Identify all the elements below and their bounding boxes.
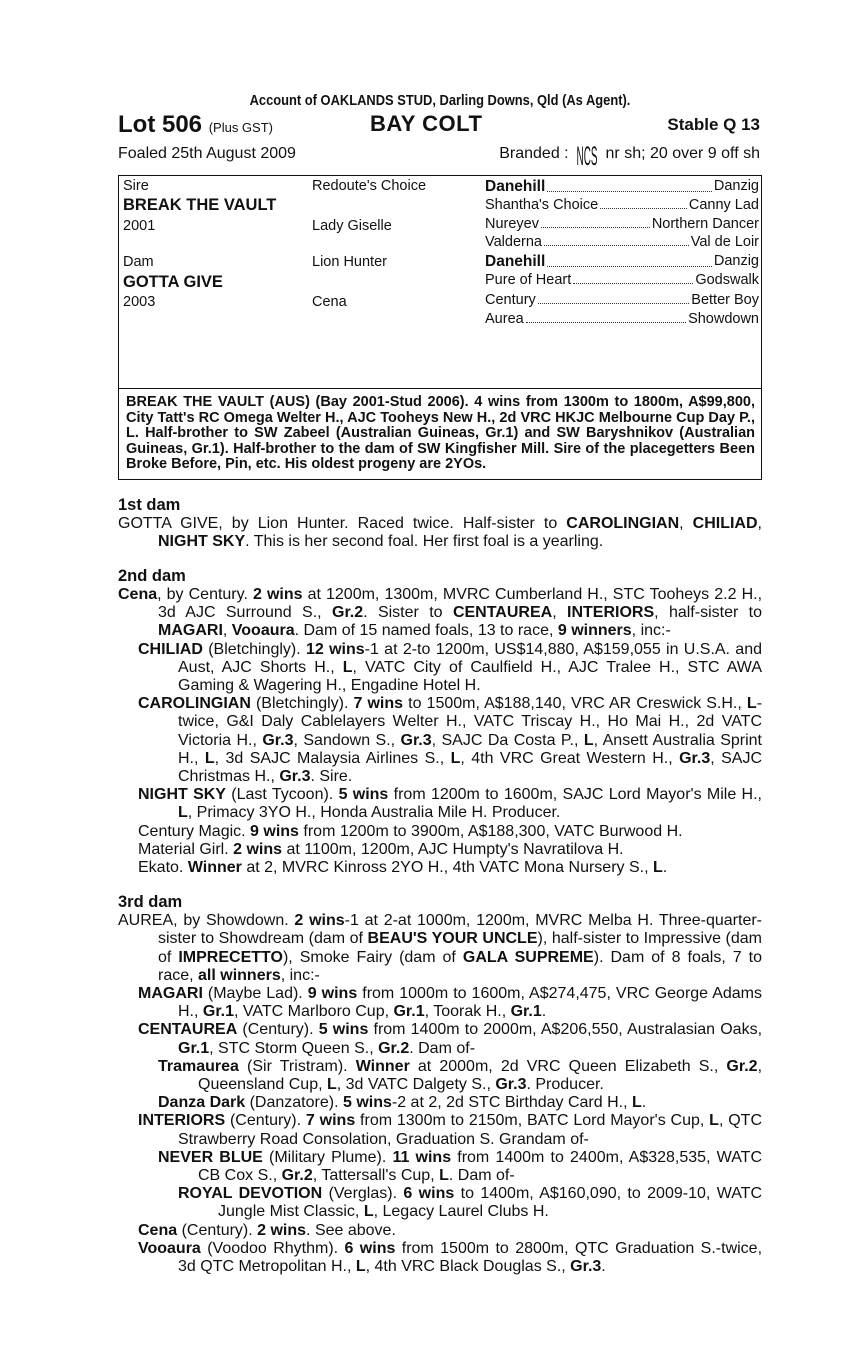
pedigree-table — [118, 175, 762, 389]
text-run: , Sandown S., — [293, 731, 401, 749]
second-dam-heading: 2nd dam — [118, 566, 186, 585]
bold-text: 2 wins — [257, 1221, 307, 1239]
progeny-entry — [138, 1222, 762, 1240]
dot-leader — [526, 311, 686, 323]
bold-text: 2 wins — [294, 912, 345, 930]
bold-text: Gr.1 — [393, 1003, 425, 1021]
progeny-entry — [138, 1240, 762, 1276]
text-run: . — [541, 1003, 547, 1021]
bold-text: L — [709, 1112, 719, 1130]
dam-label: Dam — [123, 254, 154, 270]
pedigree-sire: Godswalk — [695, 272, 759, 288]
bold-text: 9 wins — [250, 822, 299, 840]
dot-leader — [544, 234, 689, 246]
text-run: , Queensland Cup, — [198, 1057, 763, 1093]
lot-number — [118, 111, 273, 139]
text-run: to 1500m, A$188,140, VRC AR Creswick S.H., — [403, 695, 747, 713]
bold-text: NEVER BLUE — [158, 1148, 263, 1166]
bold-text: 5 wins — [338, 786, 389, 804]
sire-sire: Redoute's Choice — [312, 178, 427, 194]
bold-text: L — [652, 858, 663, 876]
bold-text: Gr.3 — [279, 767, 311, 785]
colt-description: BAY COLT — [370, 111, 483, 136]
brand-mark: NCS — [576, 140, 598, 171]
pedigree-sire: Danzig — [713, 178, 759, 194]
bold-text: 6 wins — [344, 1239, 396, 1257]
third-dam-heading: 3rd dam — [118, 893, 183, 912]
pedigree-row — [485, 234, 759, 250]
text-run: AUREA, by Showdown. — [118, 912, 295, 930]
bold-text: 12 wins — [305, 640, 365, 658]
bold-text: Gr.3 — [262, 731, 294, 749]
third-dam-section — [118, 912, 762, 1276]
bold-text: Gr.3 — [679, 749, 711, 767]
bold-text: Gr.3 — [400, 731, 432, 749]
text-run: (Military Plume). — [262, 1148, 393, 1166]
text-run: Material Girl. — [138, 840, 234, 858]
text-run: to 1400m, A$160,090, to 2009-10, WATC Jungle Mist Classic, — [218, 1185, 763, 1221]
text-run: ), Smoke Fairy (dam of — [282, 948, 463, 966]
text-run: (Last Tycoon). — [225, 786, 339, 804]
pedigree-horse: Pure of Heart — [485, 272, 572, 288]
pedigree-sire: Northern Dancer — [651, 216, 759, 232]
bold-text: GALA SUPREME — [462, 948, 594, 966]
text-run: , VATC Marlboro Cup, — [234, 1003, 394, 1021]
bold-text: Gr.1 — [510, 1003, 542, 1021]
bold-text: Gr.3 — [495, 1075, 527, 1093]
pedigree-sire: Val de Loir — [690, 234, 759, 250]
bold-text: INTERIORS — [567, 604, 655, 622]
bold-text: 7 wins — [353, 695, 404, 713]
bold-text: Gr.1 — [178, 1039, 210, 1057]
text-run: Century Magic. — [138, 822, 251, 840]
progeny-entry — [178, 1185, 762, 1221]
bold-text: Gr.2 — [726, 1057, 758, 1075]
text-run: . See above. — [306, 1221, 396, 1239]
bold-text: L — [326, 1075, 337, 1093]
dot-leader — [547, 178, 712, 192]
text-run: . Dam of 15 named foals, 13 to race, — [294, 622, 558, 640]
bold-text: L — [363, 1203, 374, 1221]
text-run: , STC Storm Queen S., — [209, 1039, 379, 1057]
bold-text: Vooaura — [231, 622, 295, 640]
dot-leader — [547, 253, 712, 267]
bold-text: L — [450, 749, 461, 767]
bold-text: Gr.2 — [332, 604, 364, 622]
text-run: , SAJC Christmas H., — [178, 749, 763, 785]
dot-leader — [600, 197, 687, 209]
bold-text: CHILIAD — [138, 640, 203, 658]
text-run: , half-sister to — [654, 604, 763, 622]
text-run: . Dam of- — [448, 1167, 515, 1184]
pedigree-horse: Valderna — [485, 234, 542, 250]
branded-label: Branded : — [499, 145, 569, 162]
text-run: , 3d SAJC Malaysia Airlines S., — [214, 749, 451, 767]
text-run: at 2000m, 2d VRC Queen Elizabeth S., — [409, 1057, 727, 1075]
text-run: -2 at 2, 2d STC Birthday Card H., — [391, 1094, 632, 1112]
bold-text: Gr.3 — [570, 1258, 602, 1276]
text-run: (Century). — [177, 1221, 258, 1239]
bold-text: CHILIAD — [692, 514, 758, 532]
bold-text: L — [631, 1094, 642, 1112]
pedigree-row — [485, 253, 759, 271]
pedigree-row — [485, 311, 759, 327]
progeny-entry — [138, 985, 762, 1021]
progeny-entry — [118, 586, 762, 641]
bold-text: MAGARI — [158, 622, 223, 640]
text-run: , by Century. — [157, 585, 253, 603]
text-run: , — [679, 514, 693, 532]
text-run: , Ansett Australia Sprint H., — [178, 731, 762, 767]
pedigree-row — [485, 272, 759, 288]
text-run: , Toorak H., — [424, 1003, 511, 1021]
text-run: , Legacy Laurel Clubs H. — [373, 1203, 549, 1221]
progeny-entry — [138, 841, 762, 859]
progeny-entry — [138, 786, 762, 822]
text-run: (Danzatore). — [245, 1094, 343, 1112]
branded-detail: nr sh; 20 over 9 off sh — [605, 145, 760, 162]
progeny-entry — [158, 1058, 762, 1094]
pedigree-row — [485, 178, 759, 196]
sire-year: 2001 — [123, 218, 156, 234]
bold-text: INTERIORS — [138, 1112, 226, 1130]
progeny-entry — [138, 823, 762, 841]
text-run: from 1200m to 1600m, SAJC Lord Mayor's Mile H., — [388, 786, 762, 804]
text-run: -1 at 2-to 1200m, US$14,880, A$159,055 in U.S.A. and Aust, AJC Shorts H., — [178, 640, 763, 676]
sire-name: BREAK THE VAULT — [123, 196, 277, 214]
bold-text: L — [342, 658, 353, 676]
text-run: (Century). — [237, 1021, 319, 1039]
text-run: (Sir Tristram). — [238, 1057, 356, 1075]
text-run: , 4th VRC Black Douglas S., — [365, 1258, 571, 1276]
text-run: from 1300m to 2150m, BATC Lord Mayor's Cup, — [355, 1112, 710, 1130]
text-run: (Century). — [225, 1112, 306, 1130]
text-run: . Producer. — [526, 1075, 604, 1093]
bold-text: 2 wins — [233, 840, 283, 858]
foaled-line — [118, 140, 762, 171]
text-run: -1 at 2-at 1000m, 1200m, MVRC Melba H. Three-quarter-sister to Showdream (dam of — [158, 912, 763, 948]
first-dam-text — [118, 515, 762, 551]
bold-text: L — [439, 1167, 449, 1184]
pedigree-sire: Showdown — [688, 311, 759, 327]
text-run: . — [662, 858, 668, 876]
lot-label: Lot 506 — [118, 111, 203, 138]
bold-text: Vooaura — [138, 1239, 201, 1257]
text-run: from 1400m to 2000m, A$206,550, Australasian Oaks, — [368, 1021, 763, 1039]
bold-text: 5 wins — [342, 1094, 392, 1112]
text-run: . Sire. — [310, 767, 353, 785]
text-run: from 1400m to 2400m, A$328,535, WATC CB Cox S., — [198, 1148, 762, 1184]
bold-text: 9 winners — [557, 622, 632, 640]
text-run: , — [757, 514, 762, 532]
bold-text: CAROLINGIAN — [566, 514, 680, 532]
pedigree-sire: Canny Lad — [688, 197, 759, 213]
gst-note: (Plus GST) — [208, 120, 273, 135]
stable-number: Stable Q 13 — [667, 115, 760, 134]
pedigree-row — [485, 197, 759, 213]
bold-text: L — [746, 695, 757, 713]
dam-dam: Cena — [312, 294, 347, 310]
pedigree-row — [485, 216, 759, 232]
text-run: at 1200m, 1300m, MVRC Cumberland H., STC Tooheys 2.2 H., 3d AJC Surround S., — [158, 585, 763, 622]
text-run: , VATC City of Caulfield H., AJC Tralee H., STC AWA Gaming & Wagering H., Engadine Hotel H. — [178, 658, 762, 694]
text-run: . Dam of- — [409, 1039, 476, 1057]
text-run: (Maybe Lad). — [202, 984, 308, 1002]
bold-text: 11 wins — [392, 1148, 452, 1166]
bold-text: L — [204, 749, 215, 767]
account-line: Account of OAKLANDS STUD, Darling Downs, Qld (As Agent). — [249, 92, 631, 109]
text-run: , — [552, 604, 568, 622]
bold-text: NIGHT SKY — [158, 532, 246, 550]
bold-text: MAGARI — [138, 984, 203, 1002]
bold-text: NIGHT SKY — [138, 786, 226, 804]
pedigree-horse: Danehill — [485, 178, 546, 195]
dot-leader — [541, 216, 650, 228]
bold-text: Gr.1 — [202, 1003, 235, 1021]
branded-info — [499, 140, 760, 171]
bold-text: Winner — [355, 1057, 410, 1075]
text-run: from 1500m to 2800m, QTC Graduation S.-twice, 3d QTC Metropolitan H., — [178, 1239, 763, 1276]
catalogue-page — [118, 90, 762, 1276]
text-run: , 4th VRC Great Western H., — [460, 749, 680, 767]
text-run: at 1100m, 1200m, AJC Humpty's Navratilova H. — [282, 840, 624, 858]
pedigree-sire: Better Boy — [691, 292, 759, 308]
progeny-entry — [118, 912, 762, 985]
text-run: (Bletchingly). — [202, 640, 306, 658]
dot-leader — [573, 272, 693, 284]
bold-text: 6 wins — [403, 1185, 455, 1203]
pedigree-horse: Shantha's Choice — [485, 197, 599, 213]
progeny-entry — [138, 859, 762, 877]
text-run: , 3d VATC Dalgety S., — [336, 1075, 496, 1093]
text-run: Ekato. — [138, 858, 188, 876]
bold-text: Cena — [118, 585, 158, 603]
foaled-date: Foaled 25th August 2009 — [118, 145, 296, 162]
bold-text: 5 wins — [318, 1021, 369, 1039]
text-run: , inc:- — [631, 622, 671, 640]
progeny-entry — [138, 695, 762, 786]
bold-text: BEAU'S YOUR UNCLE — [367, 930, 538, 948]
bold-text: Gr.2 — [281, 1167, 313, 1184]
progeny-entry — [138, 641, 762, 696]
text-run: ). Dam of 8 foals, 7 to race, — [158, 948, 762, 984]
lot-line — [118, 111, 762, 139]
text-run: , Tattersall's Cup, — [312, 1167, 440, 1184]
bold-text: L — [178, 804, 188, 822]
bold-text: Danza Dark — [158, 1094, 246, 1112]
bold-text: L — [583, 731, 594, 749]
progeny-entry — [138, 1112, 762, 1148]
sire-dam: Lady Giselle — [312, 218, 392, 234]
sire-description: BREAK THE VAULT (AUS) (Bay 2001-Stud 2006). 4 wins from 1300m to 1800m, A$99,800, City Tatt's RC Omega Welter H., AJC Tooheys New H., 2d VRC HKJC Melbourne Cup Day P., L. Half-brother to SW Zabeel (Australian Guineas, Gr.1) and SW Baryshnikov (Australian Guineas, Gr.1). Half-brother to the dam of SW Kingfisher Mill. Sire of the placegetters Been Broke Before, Pin, etc. His oldest progeny are 2YOs. — [118, 389, 762, 480]
text-run: , — [222, 622, 232, 640]
bold-text: 2 wins — [252, 585, 303, 603]
bold-text: 7 wins — [305, 1112, 356, 1130]
text-run: . This is her second foal. Her first foal is a yearling. — [245, 532, 604, 550]
text-run: -twice, G&I Daly Cablelayers Welter H., VATC Triscay H., Ho Mai H., 2d VATC Victoria H., — [178, 695, 763, 749]
text-run: (Voodoo Rhythm). — [200, 1239, 345, 1257]
first-dam-heading: 1st dam — [118, 495, 181, 514]
dam-sire: Lion Hunter — [312, 254, 387, 270]
dot-leader — [538, 292, 690, 304]
bold-text: Cena — [138, 1221, 178, 1239]
text-run: , inc:- — [280, 966, 320, 984]
bold-text: Gr.2 — [378, 1039, 410, 1057]
text-run: . Sister to — [363, 604, 453, 622]
pedigree-horse: Aurea — [485, 311, 524, 327]
sire-label: Sire — [123, 178, 149, 194]
text-run: , Primacy 3YO H., Honda Australia Mile H. Producer. — [187, 804, 561, 822]
text-run: GOTTA GIVE, by Lion Hunter. Raced twice. Half-sister to — [118, 514, 567, 532]
pedigree-horse: Danehill — [485, 253, 546, 270]
pedigree-horse: Nureyev — [485, 216, 539, 232]
bold-text: CENTAUREA — [138, 1021, 238, 1039]
text-run: (Verglas). — [322, 1185, 404, 1203]
progeny-entry — [158, 1094, 762, 1112]
progeny-entry — [138, 1021, 762, 1057]
text-run: , SAJC Da Costa P., — [431, 731, 584, 749]
bold-text: 9 wins — [307, 984, 358, 1002]
text-run: . — [641, 1094, 647, 1112]
text-run: from 1200m to 3900m, A$188,300, VATC Burwood H. — [298, 822, 683, 840]
progeny-entry — [158, 1149, 762, 1185]
dam-year: 2003 — [123, 294, 156, 310]
pedigree-row — [485, 292, 759, 308]
text-run: , QTC Strawberry Road Consolation, Graduation S. Grandam of- — [178, 1112, 763, 1148]
text-run: . — [601, 1258, 606, 1276]
bold-text: Tramaurea — [158, 1057, 239, 1075]
text-run: at 2, MVRC Kinross 2YO H., 4th VATC Mona Nursery S., — [241, 858, 653, 876]
pedigree-sire: Danzig — [713, 253, 759, 269]
bold-text: all winners — [198, 966, 281, 984]
bold-text: ROYAL DEVOTION — [178, 1185, 323, 1203]
text-run: ), half-sister to Impressive (dam of — [158, 930, 763, 966]
bold-text: CENTAUREA — [452, 604, 553, 622]
text-run: from 1000m to 1600m, A$274,475, VRC George Adams H., — [178, 984, 763, 1021]
bold-text: IMPRECETTO — [178, 948, 283, 966]
text-run: (Bletchingly). — [250, 695, 354, 713]
pedigree-horse: Century — [485, 292, 536, 308]
bold-text: CAROLINGIAN — [138, 695, 251, 713]
bold-text: L — [355, 1258, 366, 1276]
dam-name: GOTTA GIVE — [123, 273, 223, 291]
bold-text: Winner — [187, 858, 242, 876]
second-dam-section — [118, 586, 762, 877]
